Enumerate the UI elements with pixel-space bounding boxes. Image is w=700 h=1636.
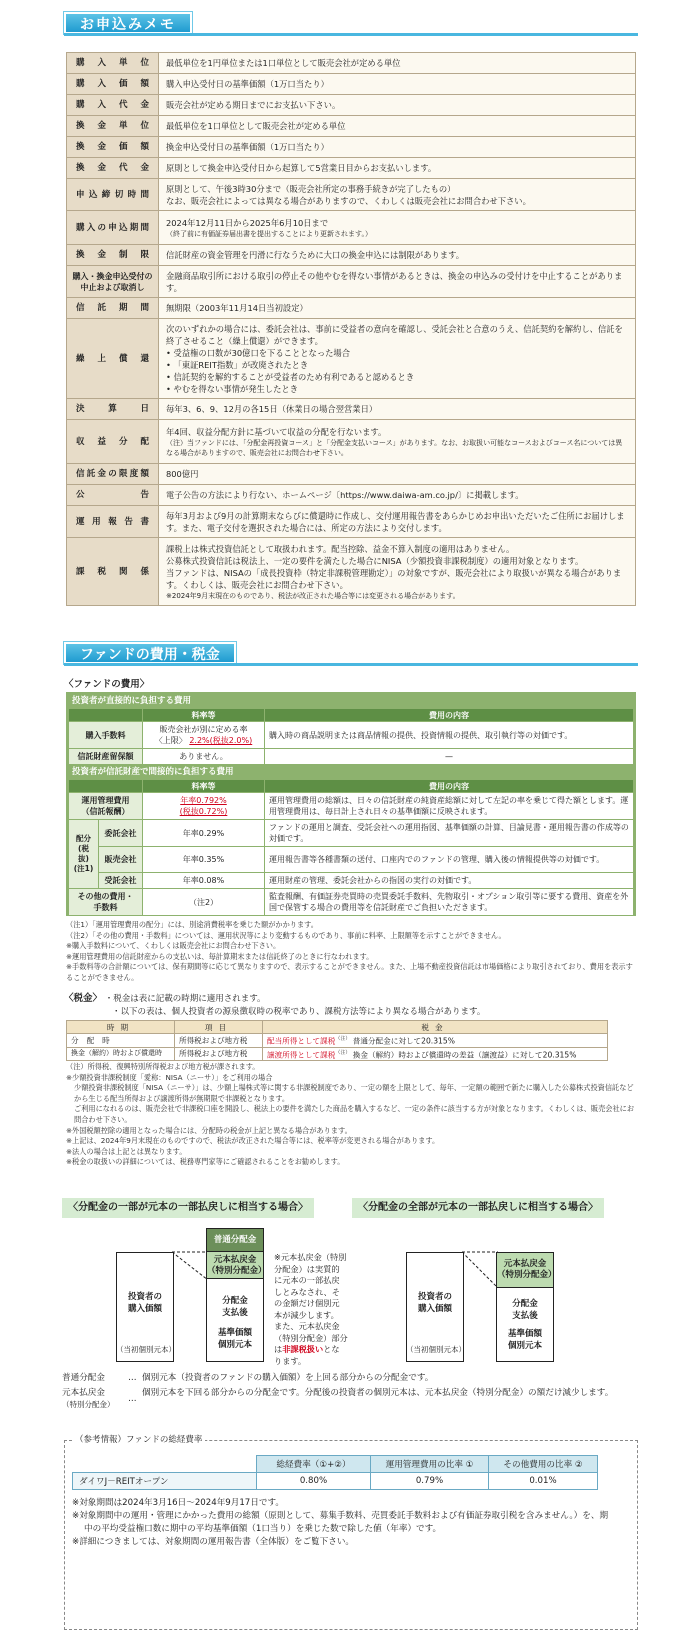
note-line: ※税金の取扱いの詳細については、税務専門家等にご確認されることをお勧めします。 xyxy=(66,1157,345,1167)
row-label: 換金単位 xyxy=(67,116,159,137)
box-text: 支払後 xyxy=(222,1308,248,1318)
note-line: ※上記は、2024年9月末現在のものですので、税法が改正された場合等には、税率等が変更される場合があります。 xyxy=(66,1136,440,1146)
box-text: 分配金 xyxy=(222,1296,248,1306)
return-note xyxy=(274,1252,354,1367)
row-label: 収益分配 xyxy=(67,420,159,464)
indirect-fee-band: 投資者が信託財産で間接的に負担する費用 xyxy=(72,767,234,777)
note-line: （注1）「運用管理費用の配分」には、別途消費税率を乗じた額がかかります。 xyxy=(66,920,318,929)
itaku-content: ファンドの運用と調査、受託会社への運用指図、基準価額の計算、目論見書・運用報告書の作成等の対価です。 xyxy=(265,820,634,847)
tax-item: 所得税および地方税 xyxy=(175,1034,263,1048)
tax-free-text: 非課税扱い xyxy=(282,1344,324,1354)
mgmt-fee-content: 運用管理費用の総額は、日々の信託財産の純資産総額に対して左記の率を乗じて得た額とします。運用管理費用は、毎日計上され日々の基準価額に反映されます。 xyxy=(265,793,634,820)
box-text: 購入価額 xyxy=(417,1304,452,1314)
hanbai-label: 販売会社 xyxy=(99,847,143,873)
return-definition xyxy=(62,1387,622,1411)
row-value: 換金申込受付日の基準価額（1万口当たり） xyxy=(159,137,636,158)
box-text: 元本払戻金 xyxy=(503,1259,547,1269)
fund-name: ダイワJ－REITオープン xyxy=(73,1473,257,1490)
row-note: ※2024年9月末現在のものであり、税法が改正された場合等には変更される場合があります。 xyxy=(166,591,460,600)
reference-table xyxy=(72,1455,598,1490)
other-ratio: 0.01% xyxy=(489,1473,598,1490)
tax-time: 換金（解約）時および償還時 xyxy=(67,1047,175,1061)
header-total: 総経費率（①+②） xyxy=(257,1456,371,1473)
return-dist-box-2 xyxy=(496,1252,557,1288)
tax-type: 譲渡所得として課税 xyxy=(267,1050,336,1060)
row-value: 信託財産の資金管理を円滑に行なうために大口の換金申込には制限があります。 xyxy=(159,245,636,266)
label-text: (税抜) xyxy=(78,844,89,863)
jutaku-rate: 年率0.08% xyxy=(143,873,265,889)
note-line: ※手数料等の合計額については、保有期間等に応じて異なりますので、表示することができません。また、上場不動産投資信託は市場価格により取引されており、費用を表示することができません。 xyxy=(66,962,633,982)
header-mgmt: 運用管理費用の比率 ① xyxy=(371,1456,489,1473)
row-text: 公募株式投資信託は税法上、一定の要件を満たした場合にNISA（少額投資非課税制度）の適用対象となります。 xyxy=(166,555,584,566)
purchase-fee-label: 購入手数料 xyxy=(69,722,143,749)
row-text: 当ファンドは、NISAの「成長投資枠（特定非課税管理勘定）」の対象ですが、販売会社により取扱いが異なる場合があります。くわしくは、販売会社にお問合わせ下さい。 xyxy=(166,567,622,590)
row-value: 毎年3月および9月の計算期末ならびに償還時に作成し、交付運用報告書をあらかじめお申出いただいたご住所にお届けします。また、電子交付を選択された場合には、所定の方法により交付します。 xyxy=(159,506,636,538)
row-label: 決算日 xyxy=(67,399,159,420)
label-text: 運用管理費用 xyxy=(81,796,130,805)
row-label: 申込締切時間 xyxy=(67,179,159,211)
row-label: 換金価額 xyxy=(67,137,159,158)
list-item: • やむを得ない事情が発生したとき xyxy=(166,383,628,395)
table-row xyxy=(73,1473,598,1490)
tax-sup: （注） xyxy=(335,1036,351,1042)
box-text: 個別元本 xyxy=(507,1341,542,1351)
other-fee-content: 監査報酬、有価証券売買時の売買委託手数料、先物取引・オプション取引等に要する費用、資産を外国で保管する場合の費用等を信託財産でご負担いただきます。 xyxy=(265,889,634,916)
rate-text: 販売会社が別に定める率 xyxy=(159,725,248,734)
tax-intro-line: ・以下の表は、個人投資者の源泉徴収時の税率であり、課税方法等により異なる場合があります。 xyxy=(112,1007,486,1017)
case2-label: 〈分配金の全部が元本の一部払戻しに相当する場合〉 xyxy=(352,1198,604,1218)
row-note: （注）当ファンドには、「分配金再投資コース」と「分配金支払いコース」があります。なお、お取扱い可能なコースおよびコース名については異なる場合がありますので、販売会社にお問合わせ下さい。 xyxy=(166,438,623,457)
mgmt-ratio: 0.79% xyxy=(371,1473,489,1490)
rate-text: 年率0.792% xyxy=(180,796,227,805)
note-line: ※購入手数料について、くわしくは販売会社にお問合わせ下さい。 xyxy=(66,941,281,951)
row-text: なお、販売会社によっては異なる場合がありますので、くわしくは販売会社にお問合わせ下さい。 xyxy=(166,195,531,206)
header-empty xyxy=(73,1456,257,1473)
table-header-row xyxy=(73,1456,598,1473)
row-label: 購入代金 xyxy=(67,95,159,116)
header-rate: 料率等 xyxy=(143,709,265,722)
fees-subtitle: 〈ファンドの費用〉 xyxy=(64,679,150,690)
note-text: ります。 xyxy=(274,1355,307,1366)
rate-text: (税抜0.72%) xyxy=(179,807,228,816)
reference-title: （参考情報）ファンドの総経費率 xyxy=(72,1433,205,1445)
box-text: 投資者の xyxy=(417,1292,452,1302)
purchase-fee-content: 購入時の商品説明または商品情報の提供、投資情報の提供、取引執行等の対価です。 xyxy=(265,722,634,749)
regular-definition xyxy=(62,1372,622,1384)
def-term: 普通分配金 xyxy=(62,1373,105,1383)
note-line: ※少額投資非課税制度「愛称：NISA（ニーサ）」をご利用の場合 xyxy=(66,1072,273,1082)
note-line: ※運用管理費用の信託財産からの支払いは、毎計算期末または信託終了のときに行なわれます。 xyxy=(66,951,374,961)
row-value: 電子公告の方法により行ない、ホームページ〔https://www.daiwa-am.co.jp/〕に掲載します。 xyxy=(159,485,636,506)
box-text: 分配金 xyxy=(512,1299,538,1309)
hanbai-content: 運用報告書等各種書類の送付、口座内でのファンドの管理、購入後の情報提供等の対価です。 xyxy=(265,847,634,873)
tax-sup: （注） xyxy=(335,1049,351,1056)
after-dist-box xyxy=(206,1278,264,1362)
total-ratio: 0.80% xyxy=(257,1473,371,1490)
list-item: • 「東証REIT指数」が改廃されたとき xyxy=(166,359,628,371)
row-value: 最低単位を1口単位として販売会社が定める単位 xyxy=(159,116,636,137)
box-text: （特別分配金） xyxy=(497,1270,557,1280)
label-text: (注1) xyxy=(73,864,94,873)
term-text: 元本払戻金 xyxy=(62,1388,105,1398)
row-text: 2024年12月11日から2025年6月10日まで xyxy=(166,217,329,228)
row-value: 金融商品取引所における取引の停止その他やむを得ない事情があるときは、換金の申込みの受付けを中止することがあります。 xyxy=(159,266,636,298)
row-text: 次のいずれかの場合には、委託会社は、事前に受益者の意向を確認し、受託会社と合意のうえ、信託契約を解約し、信託を終了させること（繰上償還）ができます。 xyxy=(166,323,623,346)
note-line: （注）所得税、復興特別所得税および地方税が課されます。 xyxy=(66,1062,260,1071)
box-text: 元本払戻金 xyxy=(213,1255,257,1265)
header-time: 時期 xyxy=(67,1021,175,1034)
row-label: 繰上償還 xyxy=(67,319,159,399)
note-text: 分配金）は実質的 xyxy=(274,1263,340,1274)
row-label: 信託金の限度額 xyxy=(67,464,159,485)
row-label: 購入価額 xyxy=(67,74,159,95)
tax-time: 分配時 xyxy=(67,1034,175,1048)
box-text: 基準価額 xyxy=(217,1328,252,1338)
reference-notes xyxy=(72,1497,612,1549)
itaku-rate: 年率0.29% xyxy=(143,820,265,847)
def-dots: … xyxy=(128,1394,137,1404)
other-fee-rate: （注2） xyxy=(143,889,265,916)
row-label: 購入の申込期間 xyxy=(67,211,159,245)
list-item: • 信託契約を解約することが受益者のため有利であると認めるとき xyxy=(166,371,628,383)
row-value: 無期限（2003年11月14日当初設定） xyxy=(159,298,636,319)
after-dist-box-2 xyxy=(496,1287,554,1362)
def-dots: … xyxy=(128,1373,137,1383)
row-value: 800億円 xyxy=(159,464,636,485)
row-label: 購入単位 xyxy=(67,53,159,74)
row-value: 原則として換金申込受付日から起算して5営業日目からお支払いします。 xyxy=(159,158,636,179)
def-desc: 個別元本（投資者のファンドの購入価額）を上回る部分からの分配金です。 xyxy=(142,1373,434,1383)
label-text: その他の費用・ xyxy=(77,892,134,901)
box-text: 投資者の xyxy=(127,1292,162,1302)
tax-item: 所得税および地方税 xyxy=(175,1047,263,1061)
tax-rate: 換金（解約）時および償還時の差益（譲渡益）に対して20.315% xyxy=(352,1050,577,1060)
rate-text: 〈上限〉 xyxy=(154,736,187,745)
initial-label: （当初個別元本） xyxy=(116,1345,176,1354)
row-value: 最低単位を1円単位または1口単位として販売会社が定める単位 xyxy=(159,53,636,74)
return-dist-box xyxy=(206,1251,267,1279)
box-text: （特別分配金） xyxy=(207,1266,267,1276)
case1-label: 〈分配金の一部が元本の一部払戻しに相当する場合〉 xyxy=(62,1198,314,1218)
def-term xyxy=(62,1387,128,1411)
row-text: 年4回、収益分配方針に基づいて収益の分配を行ないます。 xyxy=(166,426,387,437)
row-value: 毎年3、6、9、12月の各15日（休業日の場合翌営業日） xyxy=(159,399,636,420)
itaku-label: 委託会社 xyxy=(99,820,143,847)
label-text: 配分 xyxy=(76,834,91,843)
note-text: は xyxy=(274,1344,283,1354)
regular-dist-box: 普通分配金 xyxy=(206,1228,264,1252)
header-rate: 料率等 xyxy=(143,780,265,793)
row-label: 信託期間 xyxy=(67,298,159,319)
row-note: （終了前に有価証券届出書を提出することにより更新されます。） xyxy=(166,229,372,238)
reserve-content: — xyxy=(265,749,634,765)
note-text: 本が減少します。 xyxy=(274,1309,339,1320)
term-text: （特別分配金） xyxy=(62,1400,115,1409)
note-text: に元本の一部払戻 xyxy=(274,1275,340,1285)
row-text: 原則として、午後3時30分まで（販売会社所定の事務手続きが完了したもの） xyxy=(166,183,456,194)
hanbai-rate: 年率0.35% xyxy=(143,847,265,873)
note-line: ※法人の場合は上記とは異なります。 xyxy=(66,1146,187,1156)
row-label: 課税関係 xyxy=(67,538,159,606)
header-other: その他費用の比率 ② xyxy=(489,1456,598,1473)
list-item: • 受益権の口数が30億口を下ることとなった場合 xyxy=(166,347,628,359)
row-label: 購入・換金申込受付の中止および取消し xyxy=(67,266,159,298)
note-line: ※詳細につきましては、対象期間の運用報告書（全体版）をご覧下さい。 xyxy=(72,1537,355,1547)
jutaku-content: 運用財産の管理、委託会社からの指図の実行の対価です。 xyxy=(265,873,634,889)
tax-heading: 〈税金〉 xyxy=(64,993,103,1004)
row-value: 販売会社が定める期日までにお支払い下さい。 xyxy=(159,95,636,116)
tax-intro-line: ・税金は表に記載の時期に適用されます。 xyxy=(104,994,266,1004)
dash-line xyxy=(172,1252,208,1280)
box-text: 基準価額 xyxy=(507,1329,542,1339)
reserve-rate: ありません。 xyxy=(143,749,265,765)
tax-type: 配当所得として課税 xyxy=(267,1036,336,1046)
row-label: 運用報告書 xyxy=(67,506,159,538)
row-label: 換金代金 xyxy=(67,158,159,179)
note-text: ※元本払戻金（特別 xyxy=(274,1252,347,1262)
label-text: （信託報酬） xyxy=(81,807,130,816)
memo-title: お申込みメモ xyxy=(64,12,192,34)
note-text: （特別分配金）部分 xyxy=(274,1332,348,1343)
def-desc: 個別元本を下回る部分からの分配金です。分配後の投資者の個別元本は、元本払戻金（特別分配金）の額だけ減少します。 xyxy=(142,1388,614,1398)
note-text: とな xyxy=(323,1344,340,1354)
box-text: 個別元本 xyxy=(217,1340,252,1350)
reserve-label: 信託財産留保額 xyxy=(69,749,143,765)
initial-label-2: （当初個別元本） xyxy=(406,1345,466,1354)
rate-cap: 2.2%(税抜2.0%) xyxy=(189,736,253,745)
header-content: 費用の内容 xyxy=(265,709,634,722)
note-line: （注2）「その他の費用・手数料」については、運用状況等により変動するものであり、事前に料率、上限額等を示すことができません。 xyxy=(66,930,506,940)
header-item: 項目 xyxy=(175,1021,263,1034)
note-line: 少額投資非課税制度「NISA（ニーサ）」は、少額上場株式等に関する非課税制度であり、一定の額を上限として、毎年、一定額の範囲で新たに購入した公募株式投資信託などから生じる配当所得および譲渡所得が無期限で非課税となります。 xyxy=(74,1083,634,1103)
tax-rate: 普通分配金に対して20.315% xyxy=(352,1036,455,1046)
row-label: 換金制限 xyxy=(67,245,159,266)
dash-line xyxy=(462,1252,498,1288)
header-tax: 税金 xyxy=(263,1021,608,1034)
box-text: 購入価額 xyxy=(127,1304,162,1314)
note-text: また、元本払戻金 xyxy=(274,1321,340,1331)
row-text: 課税上は株式投資信託として取扱われます。配当控除、益金不算入制度の適用はありません。 xyxy=(166,543,515,554)
note-line: ※対象期間は2024年3月16日～2024年9月17日です。 xyxy=(72,1498,284,1508)
box-text: 支払後 xyxy=(512,1311,538,1321)
note-line: ※外国税額控除の適用となった場合には、分配時の税金が上記と異なる場合があります。 xyxy=(66,1125,352,1135)
row-label: 公告 xyxy=(67,485,159,506)
fees-title: ファンドの費用・税金 xyxy=(64,642,236,664)
direct-fee-band: 投資者が直接的に負担する費用 xyxy=(72,696,192,706)
note-line: ご利用になれるのは、販売会社で非課税口座を開設し、税法上の要件を満たした商品を購入するなど、一定の条件に該当する方が対象となります。くわしくは、販売会社にお問合わせ下さい。 xyxy=(74,1104,635,1124)
jutaku-label: 受託会社 xyxy=(99,873,143,889)
label-text: 手数料 xyxy=(93,903,118,912)
note-line: ※対象期間中の運用・管理にかかった費用の総額（原則として、募集手数料、売買委託手数料および有価証券取引税を含みません。）を、期中の平均受益権口数に期中の平均基準価額（1口当り）を乗じた数で除した値（年率）です。 xyxy=(72,1511,609,1534)
note-text: しとみなされ、そ xyxy=(274,1286,340,1297)
note-text: の金額だけ個別元 xyxy=(274,1298,340,1308)
header-content: 費用の内容 xyxy=(265,780,634,793)
row-value: 購入申込受付日の基準価額（1万口当たり） xyxy=(159,74,636,95)
